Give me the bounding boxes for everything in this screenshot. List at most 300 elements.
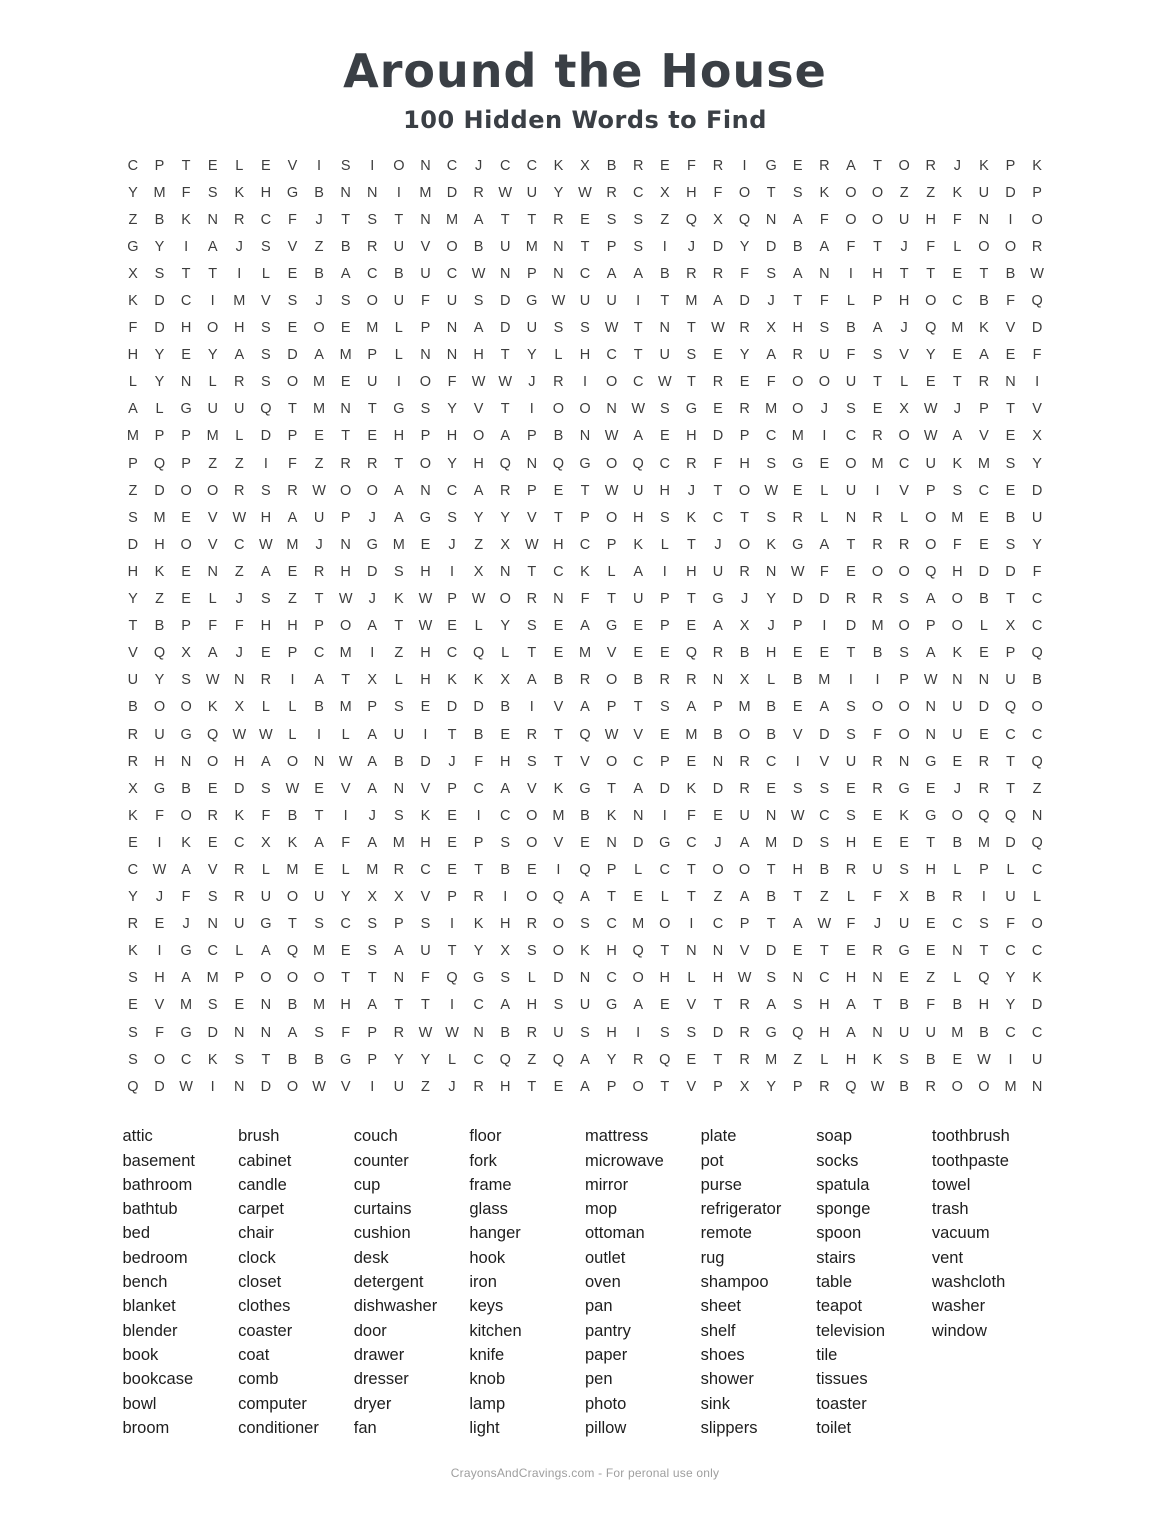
grid-letter: R: [526, 1024, 538, 1041]
grid-letter: D: [632, 834, 644, 851]
word-list-item: counter: [353, 1151, 409, 1170]
grid-letter: T: [1006, 401, 1015, 418]
grid-letter: N: [180, 374, 192, 391]
grid-letter: F: [819, 563, 829, 580]
grid-letter: L: [1006, 861, 1015, 878]
grid-letter: Y: [473, 943, 484, 960]
grid-letter: B: [500, 861, 511, 878]
word-list-item: frame: [469, 1175, 512, 1194]
grid-letter: C: [632, 374, 644, 391]
grid-letter: P: [1032, 184, 1042, 201]
grid-letter: S: [500, 834, 511, 851]
grid-letter: S: [553, 997, 564, 1014]
grid-letter: T: [394, 455, 404, 472]
grid-letter: K: [899, 807, 909, 824]
grid-letter: N: [686, 943, 697, 960]
grid-letter: H: [632, 509, 644, 526]
grid-letter: A: [925, 645, 936, 662]
grid-letter: R: [872, 509, 883, 526]
grid-letter: M: [392, 536, 405, 553]
grid-letter: D: [1005, 834, 1016, 851]
grid-letter: U: [499, 238, 511, 255]
grid-letter: G: [605, 618, 618, 635]
grid-letter: Y: [739, 347, 750, 364]
grid-letter: A: [739, 889, 750, 906]
grid-letter: Y: [128, 889, 138, 906]
grid-letter: Y: [500, 618, 511, 635]
word-list-item: pot: [700, 1151, 724, 1170]
grid-letter: S: [766, 509, 776, 526]
grid-letter: N: [1031, 807, 1043, 824]
grid-letter: G: [180, 1024, 192, 1041]
grid-letter: C: [446, 157, 458, 174]
grid-letter: E: [181, 591, 191, 608]
grid-letter: T: [341, 428, 351, 445]
grid-letter: M: [871, 455, 884, 472]
grid-letter: W: [471, 265, 486, 282]
grid-letter: S: [500, 970, 511, 987]
grid-letter: P: [925, 482, 936, 499]
grid-letter: T: [926, 265, 936, 282]
grid-letter: F: [686, 157, 696, 174]
grid-letter: F: [1006, 916, 1015, 933]
grid-letter: T: [208, 265, 218, 282]
grid-letter: W: [524, 536, 539, 553]
grid-letter: M: [366, 320, 379, 337]
grid-letter: E: [1005, 428, 1016, 445]
grid-letter: U: [925, 455, 936, 472]
grid-letter: P: [1005, 157, 1016, 174]
grid-letter: A: [261, 563, 271, 580]
word-list-item: toothbrush: [931, 1127, 1010, 1146]
word-list-item: cabinet: [238, 1151, 292, 1170]
grid-letter: Z: [1032, 780, 1042, 797]
grid-letter: U: [393, 238, 405, 255]
grid-letter: A: [207, 238, 218, 255]
grid-letter: L: [394, 347, 403, 364]
grid-letter: B: [1005, 265, 1016, 282]
grid-letter: H: [845, 1051, 857, 1068]
grid-letter: D: [1005, 563, 1016, 580]
grid-letter: R: [872, 780, 883, 797]
grid-letter: V: [287, 238, 298, 255]
grid-letter: I: [263, 455, 268, 472]
grid-letter: V: [1032, 401, 1042, 418]
grid-letter: T: [128, 618, 138, 635]
grid-letter: E: [925, 374, 936, 391]
grid-letter: D: [792, 591, 803, 608]
grid-letter: G: [127, 238, 139, 255]
word-list-item: couch: [353, 1127, 398, 1146]
grid-letter: I: [503, 889, 508, 906]
grid-letter: C: [898, 455, 910, 472]
word-list-item: glass: [469, 1200, 508, 1219]
grid-letter: T: [766, 184, 776, 201]
grid-letter: R: [872, 943, 883, 960]
grid-letter: X: [899, 401, 909, 418]
grid-letter: W: [631, 401, 646, 418]
grid-letter: B: [154, 211, 165, 228]
grid-letter: G: [180, 943, 192, 960]
grid-letter: R: [686, 455, 697, 472]
grid-letter: W: [418, 618, 433, 635]
word-list-item: ottoman: [585, 1224, 645, 1243]
grid-letter: M: [339, 645, 352, 662]
grid-letter: W: [977, 1051, 991, 1068]
grid-letter: F: [1032, 347, 1042, 364]
grid-letter: S: [819, 780, 830, 797]
grid-letter: B: [633, 672, 644, 689]
grid-letter: R: [579, 672, 591, 689]
grid-letter: Y: [1005, 997, 1016, 1014]
grid-letter: R: [686, 265, 697, 282]
grid-letter: R: [234, 482, 245, 499]
grid-letter: O: [978, 238, 990, 255]
grid-letter: N: [234, 1024, 245, 1041]
grid-letter: T: [740, 509, 749, 526]
grid-letter: I: [848, 672, 853, 689]
grid-letter: Q: [260, 401, 272, 418]
grid-letter: Z: [208, 455, 218, 472]
grid-letter: C: [420, 861, 431, 878]
grid-letter: O: [366, 482, 378, 499]
grid-letter: R: [473, 1078, 484, 1095]
grid-letter: W: [498, 374, 513, 391]
grid-letter: J: [767, 618, 775, 635]
grid-letter: G: [605, 997, 618, 1014]
grid-letter: K: [128, 293, 138, 310]
grid-letter: N: [765, 211, 777, 228]
grid-letter: A: [367, 726, 378, 743]
grid-letter: P: [367, 699, 378, 716]
grid-letter: F: [926, 238, 936, 255]
grid-letter: C: [1005, 1024, 1016, 1041]
word-list-item: fan: [353, 1418, 377, 1437]
grid-letter: M: [1004, 1078, 1017, 1095]
grid-letter: V: [633, 726, 644, 743]
grid-letter: P: [979, 861, 989, 878]
grid-letter: B: [314, 1051, 324, 1068]
grid-letter: T: [527, 211, 537, 228]
grid-letter: O: [951, 807, 963, 824]
grid-letter: E: [526, 861, 537, 878]
grid-letter: O: [207, 753, 219, 770]
grid-letter: O: [286, 374, 299, 391]
grid-letter: J: [900, 320, 908, 337]
grid-letter: K: [234, 184, 245, 201]
grid-letter: R: [739, 753, 750, 770]
grid-letter: U: [659, 347, 671, 364]
word-list-item: clothes: [238, 1297, 291, 1316]
grid-letter: S: [234, 1051, 245, 1068]
grid-letter: F: [686, 807, 696, 824]
grid-letter: T: [899, 265, 909, 282]
grid-letter: N: [499, 265, 511, 282]
grid-letter: S: [367, 916, 378, 933]
grid-letter: I: [396, 184, 401, 201]
grid-letter: K: [553, 780, 564, 797]
grid-letter: R: [207, 807, 218, 824]
grid-letter: Y: [154, 672, 165, 689]
grid-letter: F: [713, 184, 723, 201]
grid-letter: U: [207, 401, 218, 418]
grid-letter: O: [446, 238, 458, 255]
grid-letter: T: [288, 916, 297, 933]
grid-letter: F: [1032, 563, 1042, 580]
grid-letter: S: [766, 265, 776, 282]
grid-letter: S: [207, 184, 218, 201]
grid-letter: L: [979, 618, 988, 635]
grid-letter: J: [182, 916, 190, 933]
grid-letter: P: [367, 347, 378, 364]
grid-letter: P: [181, 618, 191, 635]
word-list-column: [932, 1124, 1048, 1440]
grid-letter: E: [846, 563, 856, 580]
grid-letter: K: [979, 320, 989, 337]
grid-letter: O: [552, 401, 565, 418]
grid-letter: U: [367, 374, 378, 391]
grid-letter: B: [1005, 509, 1016, 526]
grid-letter: K: [633, 536, 644, 553]
grid-letter: K: [128, 943, 138, 960]
grid-letter: U: [1031, 1051, 1043, 1068]
grid-letter: G: [153, 780, 166, 797]
grid-letter: L: [261, 699, 270, 716]
grid-letter: T: [500, 347, 510, 364]
grid-letter: U: [606, 293, 617, 310]
word-list-item: closet: [238, 1273, 282, 1292]
grid-letter: X: [713, 211, 723, 228]
grid-letter: P: [473, 834, 484, 851]
grid-letter: A: [367, 780, 378, 797]
grid-letter: O: [898, 726, 910, 743]
grid-letter: W: [445, 1024, 459, 1041]
grid-letter: O: [845, 184, 857, 201]
grid-letter: B: [766, 699, 776, 716]
grid-letter: O: [393, 157, 405, 174]
word-list-item: bathroom: [122, 1175, 193, 1194]
grid-letter: N: [872, 970, 883, 987]
grid-letter: B: [766, 889, 776, 906]
grid-letter: I: [662, 563, 667, 580]
word-list-column: [354, 1124, 470, 1440]
grid-letter: L: [394, 320, 403, 337]
grid-letter: Q: [499, 455, 511, 472]
grid-letter: N: [260, 1024, 272, 1041]
grid-letter: W: [604, 428, 619, 445]
grid-letter: P: [659, 591, 670, 608]
grid-letter: O: [712, 861, 724, 878]
grid-letter: F: [846, 238, 856, 255]
grid-letter: K: [394, 591, 404, 608]
grid-letter: T: [633, 320, 643, 337]
grid-letter: M: [871, 618, 884, 635]
grid-letter: T: [421, 997, 430, 1014]
grid-letter: N: [898, 753, 910, 770]
grid-letter: E: [792, 157, 803, 174]
grid-letter: R: [952, 889, 963, 906]
grid-letter: O: [871, 211, 884, 228]
grid-letter: X: [367, 672, 378, 689]
grid-letter: B: [606, 157, 617, 174]
grid-letter: I: [1008, 211, 1013, 228]
grid-letter: V: [899, 347, 909, 364]
grid-letter: Z: [926, 970, 936, 987]
grid-letter: P: [340, 509, 351, 526]
grid-letter: T: [979, 265, 989, 282]
grid-letter: E: [447, 618, 457, 635]
grid-letter: O: [153, 699, 166, 716]
grid-letter: I: [210, 1078, 215, 1095]
grid-letter: O: [552, 916, 565, 933]
grid-letter: M: [738, 699, 751, 716]
grid-letter: L: [953, 970, 962, 987]
grid-letter: G: [472, 970, 485, 987]
grid-letter: S: [181, 672, 191, 689]
grid-letter: U: [420, 265, 431, 282]
grid-letter: I: [450, 563, 455, 580]
grid-letter: N: [952, 672, 963, 689]
grid-letter: M: [632, 916, 645, 933]
grid-letter: C: [686, 834, 697, 851]
grid-letter: N: [234, 672, 245, 689]
grid-letter: B: [899, 1078, 909, 1095]
grid-letter: Y: [526, 347, 537, 364]
grid-letter: B: [287, 997, 298, 1014]
grid-letter: H: [340, 563, 351, 580]
grid-letter: E: [766, 780, 776, 797]
grid-letter: C: [1031, 861, 1043, 878]
grid-letter: T: [819, 943, 829, 960]
grid-letter: E: [633, 618, 644, 635]
grid-letter: J: [820, 401, 828, 418]
grid-letter: E: [340, 943, 351, 960]
grid-letter: O: [180, 807, 192, 824]
grid-letter: A: [367, 753, 378, 770]
grid-letter: Z: [793, 1051, 803, 1068]
grid-letter: R: [739, 997, 750, 1014]
grid-letter: E: [181, 563, 191, 580]
grid-letter: O: [286, 753, 299, 770]
grid-letter: G: [366, 536, 378, 553]
grid-letter: M: [286, 861, 299, 878]
grid-letter: T: [686, 591, 696, 608]
grid-letter: S: [261, 591, 271, 608]
grid-letter: P: [287, 428, 298, 445]
grid-letter: S: [261, 238, 271, 255]
grid-letter: M: [153, 184, 166, 201]
grid-letter: T: [686, 889, 696, 906]
grid-letter: D: [765, 238, 777, 255]
grid-letter: T: [527, 645, 537, 662]
grid-letter: C: [1005, 943, 1016, 960]
grid-letter: V: [420, 889, 431, 906]
grid-letter: R: [978, 780, 990, 797]
grid-letter: E: [952, 347, 963, 364]
grid-letter: L: [501, 645, 510, 662]
word-list-item: knife: [469, 1345, 505, 1364]
grid-letter: Z: [527, 1051, 537, 1068]
grid-letter: U: [526, 184, 538, 201]
grid-letter: A: [606, 265, 617, 282]
word-list-item: shelf: [700, 1321, 736, 1340]
grid-letter: G: [925, 753, 937, 770]
grid-letter: J: [475, 157, 483, 174]
grid-letter: A: [394, 943, 404, 960]
grid-letter: O: [738, 482, 751, 499]
grid-letter: U: [526, 320, 538, 337]
grid-letter: S: [792, 997, 803, 1014]
footer-credit: CrayonsAndCravings.com - For peronal use only: [450, 1466, 720, 1481]
grid-letter: S: [846, 699, 856, 716]
grid-letter: D: [367, 563, 378, 580]
grid-letter: N: [553, 265, 564, 282]
grid-letter: A: [846, 1024, 856, 1041]
letter-grid: [0, 152, 1170, 1100]
grid-letter: U: [952, 726, 963, 743]
grid-letter: N: [952, 943, 963, 960]
grid-letter: C: [952, 916, 963, 933]
grid-letter: N: [553, 591, 564, 608]
grid-letter: Y: [394, 1051, 404, 1068]
grid-letter: N: [234, 1078, 245, 1095]
grid-letter: H: [819, 997, 830, 1014]
grid-letter: C: [632, 753, 644, 770]
grid-letter: H: [180, 320, 192, 337]
grid-letter: P: [979, 401, 989, 418]
grid-letter: S: [659, 699, 670, 716]
grid-letter: X: [580, 157, 590, 174]
grid-letter: E: [713, 807, 723, 824]
grid-letter: T: [341, 211, 351, 228]
grid-letter: A: [633, 428, 644, 445]
grid-letter: E: [739, 374, 750, 391]
grid-letter: C: [446, 482, 458, 499]
grid-letter: N: [393, 970, 405, 987]
grid-letter: E: [659, 997, 670, 1014]
grid-letter: N: [260, 997, 272, 1014]
word-list-item: brush: [238, 1127, 280, 1146]
grid-letter: N: [712, 672, 724, 689]
grid-letter: F: [580, 591, 590, 608]
grid-letter: L: [846, 293, 855, 310]
grid-letter: S: [128, 1051, 138, 1068]
grid-letter: T: [846, 645, 856, 662]
grid-letter: R: [872, 428, 883, 445]
grid-letter: C: [1031, 726, 1043, 743]
grid-letter: K: [872, 1051, 883, 1068]
grid-letter: O: [605, 374, 618, 391]
grid-letter: X: [1005, 618, 1016, 635]
grid-letter: R: [739, 320, 750, 337]
grid-letter: X: [473, 563, 484, 580]
grid-letter: E: [207, 780, 218, 797]
grid-letter: F: [288, 211, 297, 228]
grid-letter: V: [207, 536, 218, 553]
grid-letter: J: [900, 238, 908, 255]
grid-letter: C: [978, 482, 990, 499]
grid-letter: G: [925, 807, 937, 824]
word-list-item: lamp: [469, 1394, 506, 1413]
grid-letter: P: [606, 1078, 617, 1095]
grid-letter: A: [500, 428, 511, 445]
grid-letter: W: [179, 1078, 193, 1095]
grid-letter: V: [261, 293, 271, 310]
grid-letter: P: [526, 482, 537, 499]
word-list-item: computer: [238, 1394, 307, 1413]
grid-letter: S: [846, 807, 856, 824]
grid-letter: A: [394, 482, 404, 499]
